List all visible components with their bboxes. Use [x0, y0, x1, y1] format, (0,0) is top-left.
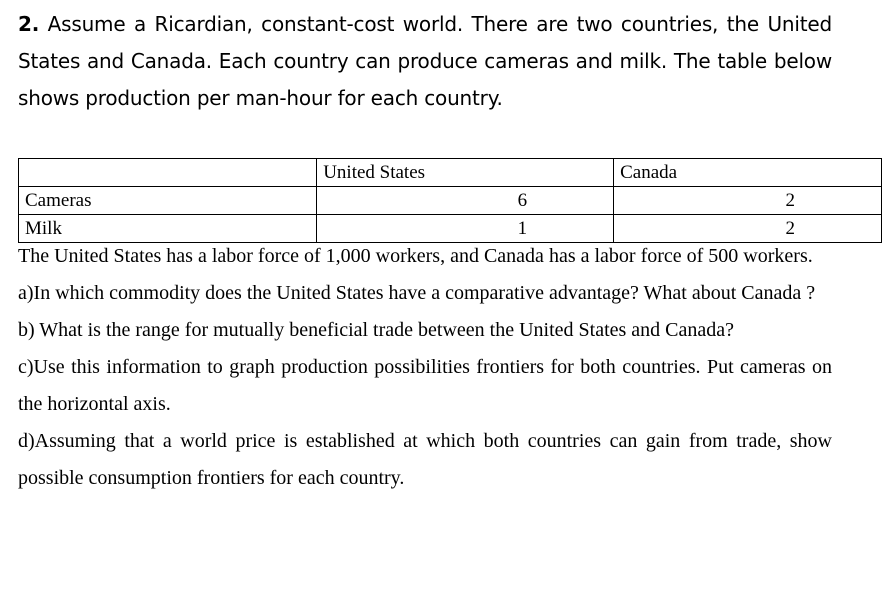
row-label-milk: Milk	[19, 215, 317, 243]
part-a-text: a)In which commodity does the United States have a comparative advantage? What about Canada ?	[18, 282, 816, 304]
cell-us-cameras: 6	[317, 187, 614, 215]
table-row	[19, 187, 882, 215]
cell-us-milk: 1	[317, 215, 614, 243]
table-header-united-states: United States	[317, 159, 614, 187]
part-b-text: b) What is the range for mutually beneficial trade between the United States and Canada?	[18, 319, 735, 341]
part-c-text: c)Use this information to graph production possibilities frontiers for both countries. Put cameras on the horizontal axis.	[18, 356, 832, 415]
cell-canada-cameras: 2	[614, 187, 882, 215]
cell-canada-milk: 2	[614, 215, 882, 243]
table-header-row	[19, 159, 882, 187]
question-number: 2.	[18, 12, 40, 36]
question-body	[18, 238, 832, 497]
row-label-cameras: Cameras	[19, 187, 317, 215]
production-table	[18, 158, 882, 243]
table-header-canada: Canada	[614, 159, 882, 187]
part-d-text: d)Assuming that a world price is established at which both countries can gain from trade, show possible consumption frontiers for each country.	[18, 430, 832, 489]
question-intro-text: Assume a Ricardian, constant-cost world. There are two countries, the United States and Canada. Each country can produce cameras and milk. The table below shows production per man-hour for each country.	[18, 12, 832, 110]
table-header-empty	[19, 159, 317, 187]
labor-force-text: The United States has a labor force of 1,000 workers, and Canada has a labor force of 500 workers.	[18, 245, 813, 267]
question-intro-paragraph	[18, 6, 832, 117]
